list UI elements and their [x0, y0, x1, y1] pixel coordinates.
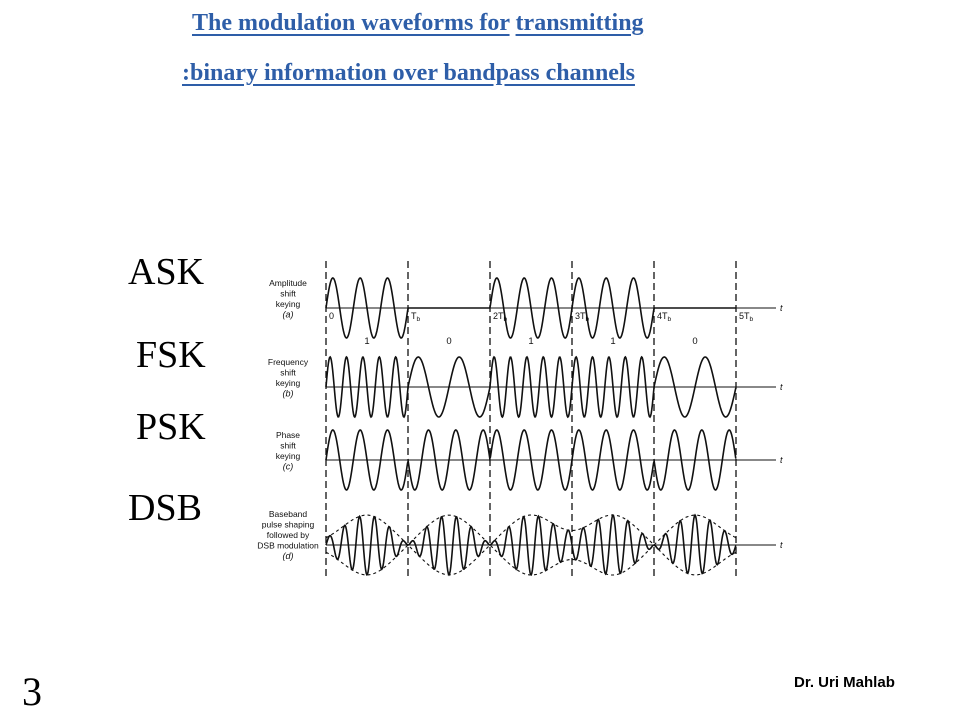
panel-description-line: DSB modulation	[257, 540, 319, 551]
bit-value: 0	[446, 336, 452, 347]
time-tick-label: $4T_b$	[657, 311, 672, 323]
title-part-1: The modulation waveforms for	[192, 10, 510, 36]
time-tick-label: $2T_b$	[493, 311, 508, 323]
panel-description-line: keying	[275, 299, 301, 309]
panel-description-line: Amplitude	[269, 278, 307, 288]
time-axis-label: t	[780, 540, 783, 550]
time-tick-label: 0	[329, 311, 335, 321]
panel-description-line: pulse shaping	[261, 519, 315, 530]
time-tick-label: $T_b$	[411, 311, 421, 323]
bit-value: 1	[610, 336, 616, 347]
title-part-2: transmitting	[515, 10, 644, 36]
panel-descriptions	[257, 278, 319, 561]
title-line-2	[182, 60, 635, 87]
panel-description-line: Baseband	[268, 509, 308, 519]
panel-description-line: shift	[280, 288, 296, 299]
panel-description-line: shift	[280, 440, 296, 451]
panel-description-line: (b)	[282, 388, 294, 399]
bit-value: 0	[692, 336, 698, 347]
time-axis-label: t	[780, 382, 783, 392]
panel-description-line: keying	[275, 378, 301, 388]
bit-value: 1	[528, 336, 534, 347]
label-fsk: FSK	[136, 334, 206, 376]
panel-description-line: Frequency	[267, 357, 309, 367]
panel-description-line: shift	[280, 367, 296, 378]
time-axis-label: t	[780, 303, 783, 313]
time-ticks	[329, 303, 783, 550]
label-psk: PSK	[136, 406, 206, 448]
panel-description-line: keying	[275, 451, 301, 461]
panel-description-line: followed by	[266, 530, 310, 540]
panel-description-line: (a)	[282, 309, 294, 320]
slide-number: 3	[22, 669, 42, 714]
time-tick-label: $3T_b$	[575, 311, 590, 323]
title-line-2-text: :binary information over bandpass channels	[182, 60, 635, 86]
label-dsb: DSB	[128, 487, 202, 529]
title-line-1	[192, 10, 644, 37]
time-tick-label: $5T_b$	[739, 311, 754, 323]
author-name: Dr. Uri Mahlab	[794, 674, 895, 691]
modulation-waveform-figure	[230, 225, 910, 595]
panel-description-line: (d)	[282, 551, 294, 561]
panel-description-line: (c)	[282, 461, 294, 472]
time-axis-label: t	[780, 455, 783, 465]
label-ask: ASK	[128, 251, 205, 293]
panel-description-line: Phase	[275, 430, 301, 440]
bit-value: 1	[364, 336, 370, 347]
waveforms	[326, 278, 776, 575]
